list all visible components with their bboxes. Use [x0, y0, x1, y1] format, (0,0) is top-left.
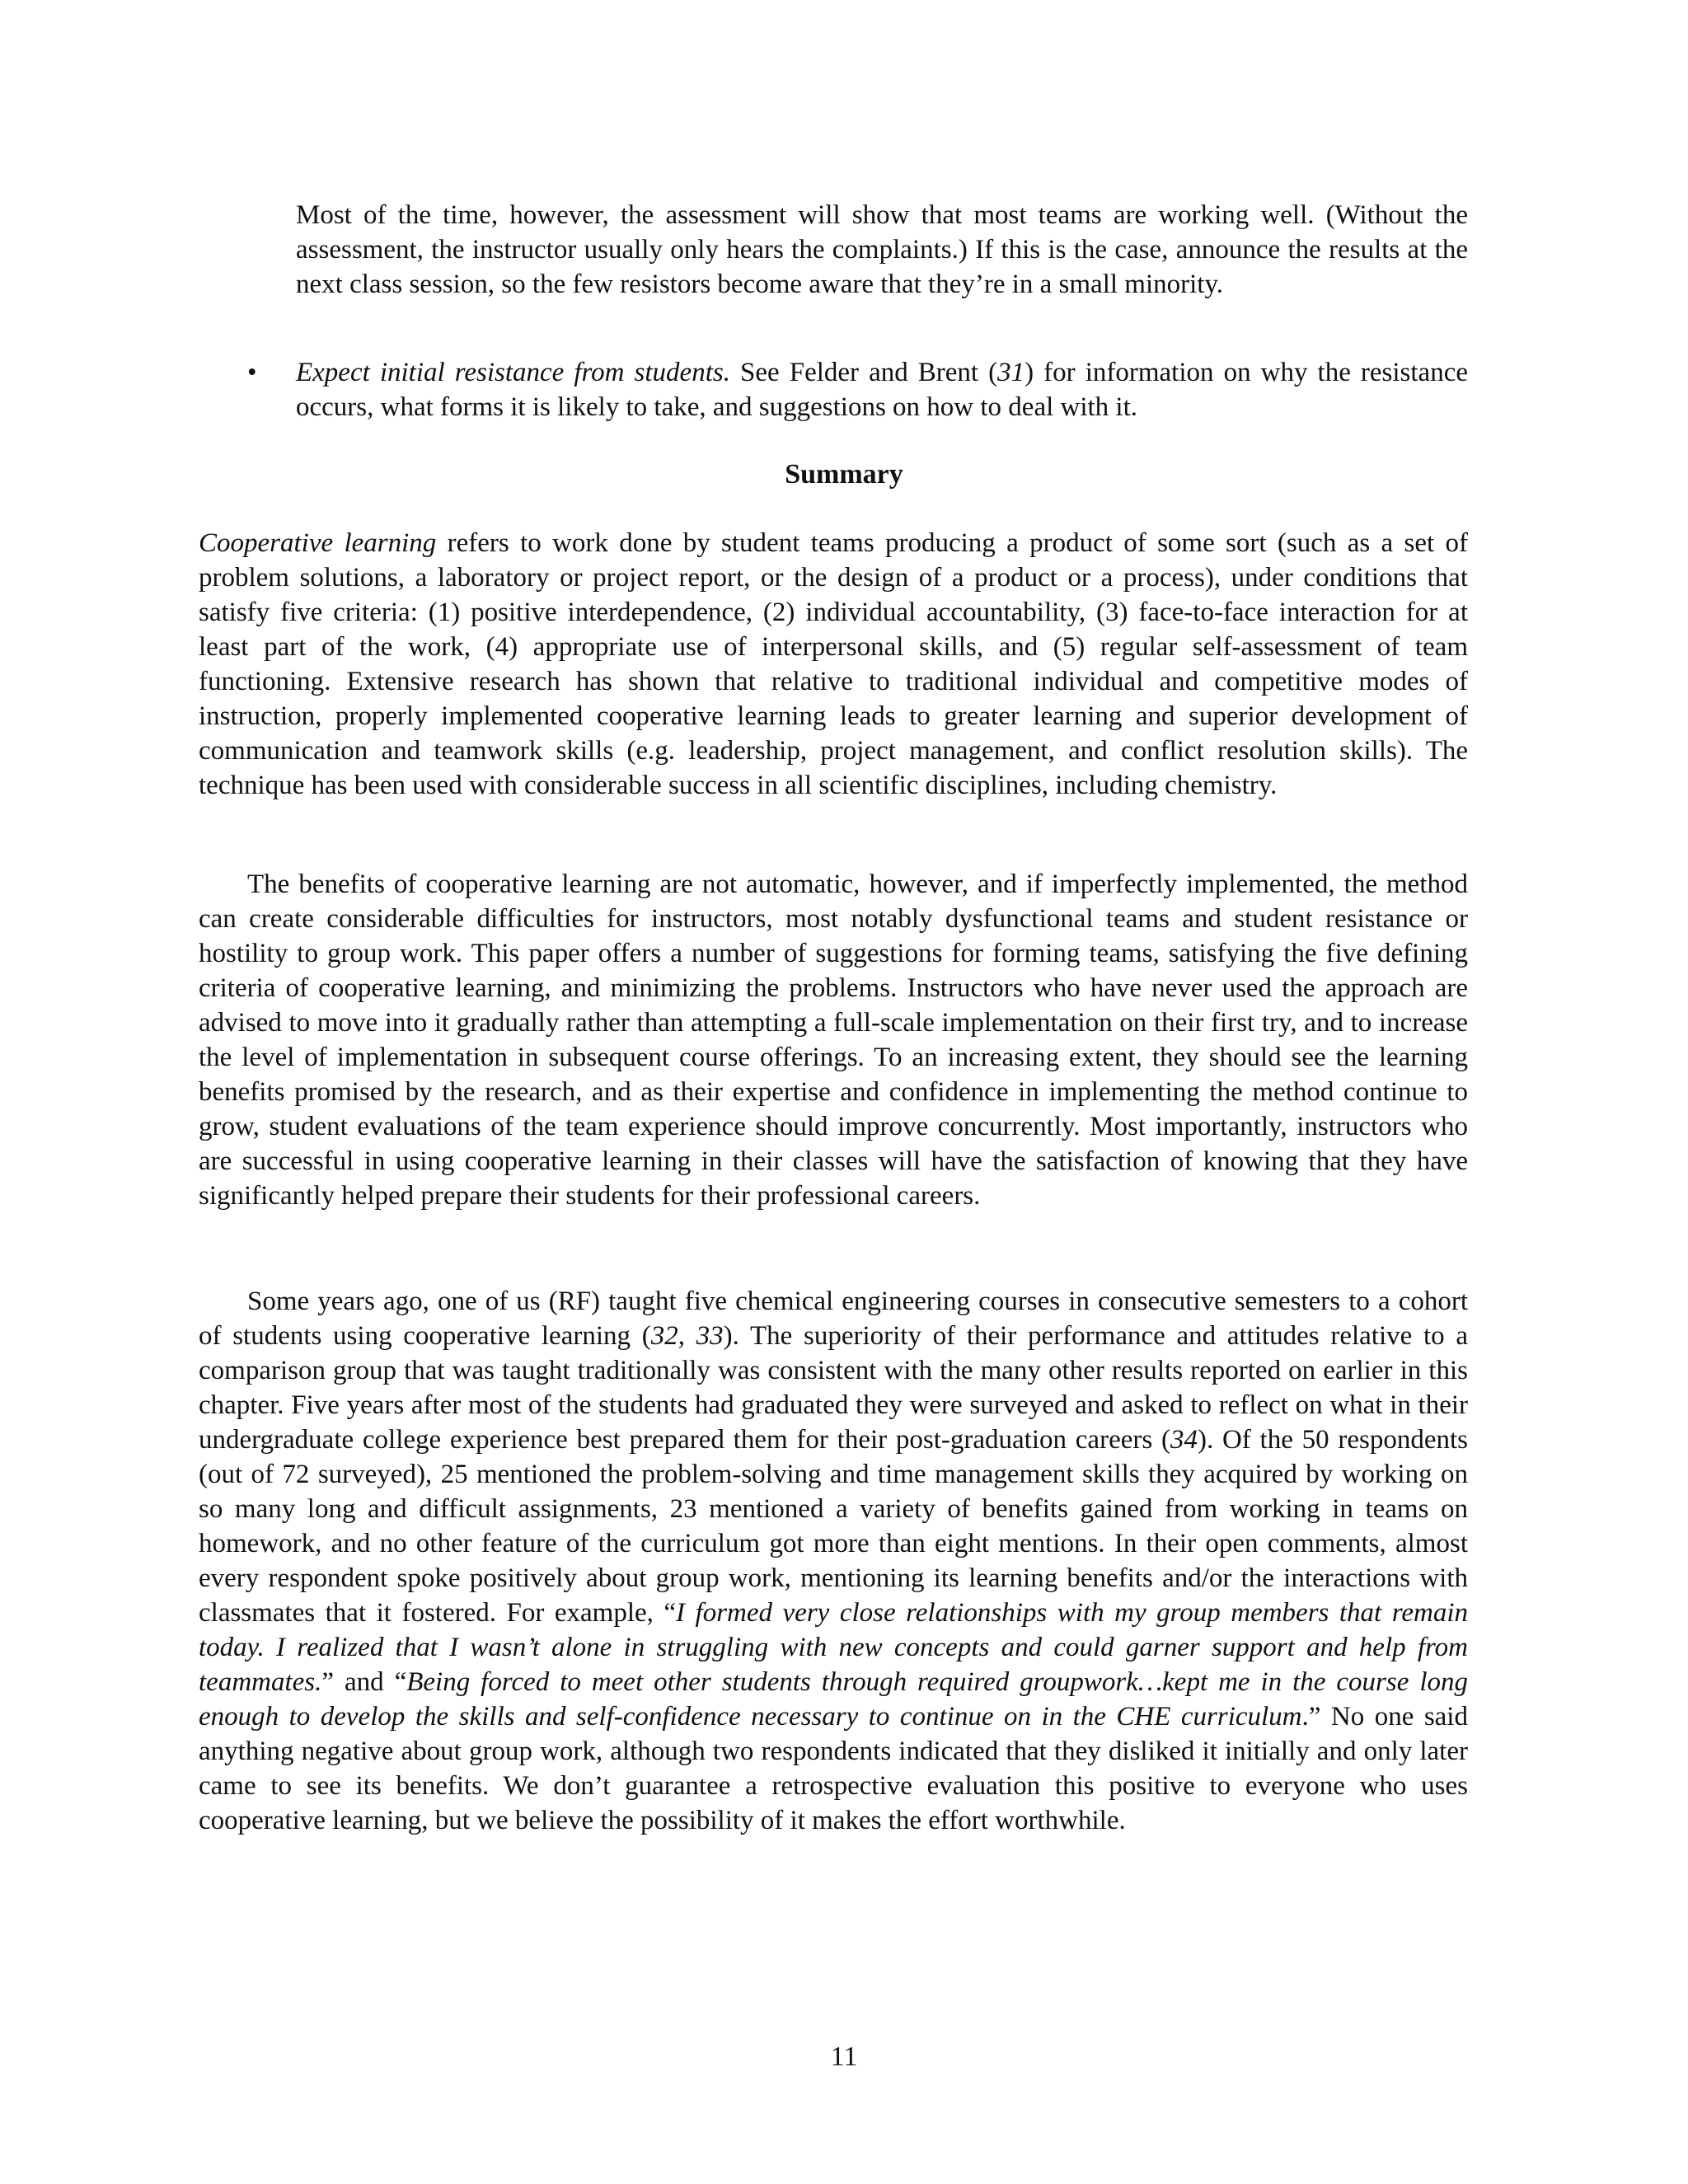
student-quote-2: Being forced to meet other students through required groupwork…kept me in the course long enough to develop the skills and self-confidence necessary to continue on in the CHE curriculum — [199, 1667, 1468, 1732]
page-number: 11 — [830, 2041, 858, 2072]
bullet-text — [296, 355, 1468, 424]
bullet-lead: Expect initial resistance from students. — [296, 358, 730, 387]
paragraph-3-text-5: .” No one said anything negative about group work, although two respondents indicated that they disliked it initially and only later came to see its benefits. We don’t guarantee a retrospective evaluation this positive to everyone who uses cooperative learning, but we believe the possibility of it makes the effort worthwhile. — [199, 1702, 1468, 1835]
bullet-text-before-ref: See Felder and Brent ( — [729, 358, 998, 387]
continuation-paragraph — [296, 198, 1468, 302]
bullet-reference: 31 — [997, 358, 1025, 387]
paragraph-3-reference-1: 32, 33 — [650, 1321, 724, 1351]
paragraph-3-text-2: ). The superiority of their performance and attitudes relative to a comparison group that was taught traditionally was consistent with the many other results reported on earlier in this chapter. Five years after most of the students had graduated they were surveyed and asked to reflect on what in their undergraduate college experience best prepared them for their post-graduation careers ( — [199, 1321, 1468, 1455]
paragraph-3-text-3: ). Of the 50 respondents (out of 72 surveyed), 25 mentioned the problem-solving and time management skills they acquired by working on so many long and difficult assignments, 23 mentioned a variety of benefits gained from working in teams on homework, and no other feature of the curriculum got more than eight mentions. In their open comments, almost every respondent spoke positively about group work, mentioning its learning benefits and/or the interactions with classmates that it fostered. For example, “ — [199, 1425, 1469, 1628]
summary-paragraph-2 — [199, 867, 1468, 1213]
paragraph-3-text-1: Some years ago, one of us (RF) taught five chemical engineering courses in consecutive semesters to a cohort of students using cooperative learning ( — [199, 1286, 1468, 1351]
section-heading: Summary — [785, 459, 903, 490]
paragraph-3-text-4: ” and “ — [321, 1667, 407, 1697]
summary-paragraph-1 — [199, 526, 1468, 803]
student-quote-1: I formed very close relationships with my group members that remain today. I realized that I wasn’t alone in struggling with new concepts and could garner support and help from teammates. — [199, 1598, 1468, 1697]
paragraph-2-text: The benefits of cooperative learning are not automatic, however, and if imperfectly implemented, the method can create considerable difficulties for instructors, most notably dysfunctional teams and student resistance or hostility to group work. This paper offers a number of suggestions for forming teams, satisfying the five defining criteria of cooperative learning, and minimizing the problems. Instructors who have never used the approach are advised to move into it gradually rather than attempting a full-scale implementation on their first try, and to increase the level of implementation in subsequent course offerings. To an increasing extent, they should see the learning benefits promised by the research, and as their expertise and confidence in implementing the method continue to grow, student evaluations of the team experience should improve concurrently. Most importantly, instructors who are successful in using cooperative learning in their classes will have the satisfaction of knowing that they have significantly helped prepare their students for their professional careers. — [199, 869, 1468, 1211]
summary-paragraph-3 — [199, 1284, 1468, 1838]
paragraph-1-text: refers to work done by student teams producing a product of some sort (such as a set of problem solutions, a laboratory or project report, or the design of a product or a process), under conditions that satisfy five criteria: (1) positive interdependence, (2) individual accountability, (3) face-to-face interaction for at least part of the work, (4) appropriate use of interpersonal skills, and (5) regular self-assessment of team functioning. Extensive research has shown that relative to traditional individual and competitive modes of instruction, properly implemented cooperative learning leads to greater learning and superior development of communication and teamwork skills (e.g. leadership, project management, and conflict resolution skills). The technique has been used with considerable success in all scientific disciplines, including chemistry. — [199, 528, 1468, 800]
bullet-marker: • — [247, 358, 257, 387]
term-cooperative-learning: Cooperative learning — [199, 528, 437, 558]
continuation-text: Most of the time, however, the assessment will show that most teams are working well. (Without the assessment, the instructor usually only hears the complaints.) If this is the case, announce the results at the next class session, so the few resistors become aware that they’re in a small minority. — [296, 200, 1468, 299]
paragraph-3-reference-2: 34 — [1170, 1425, 1198, 1455]
bullet-text-after-ref: ) for information on why the resistance occurs, what forms it is likely to take, and suggestions on how to deal with it. — [296, 358, 1468, 422]
